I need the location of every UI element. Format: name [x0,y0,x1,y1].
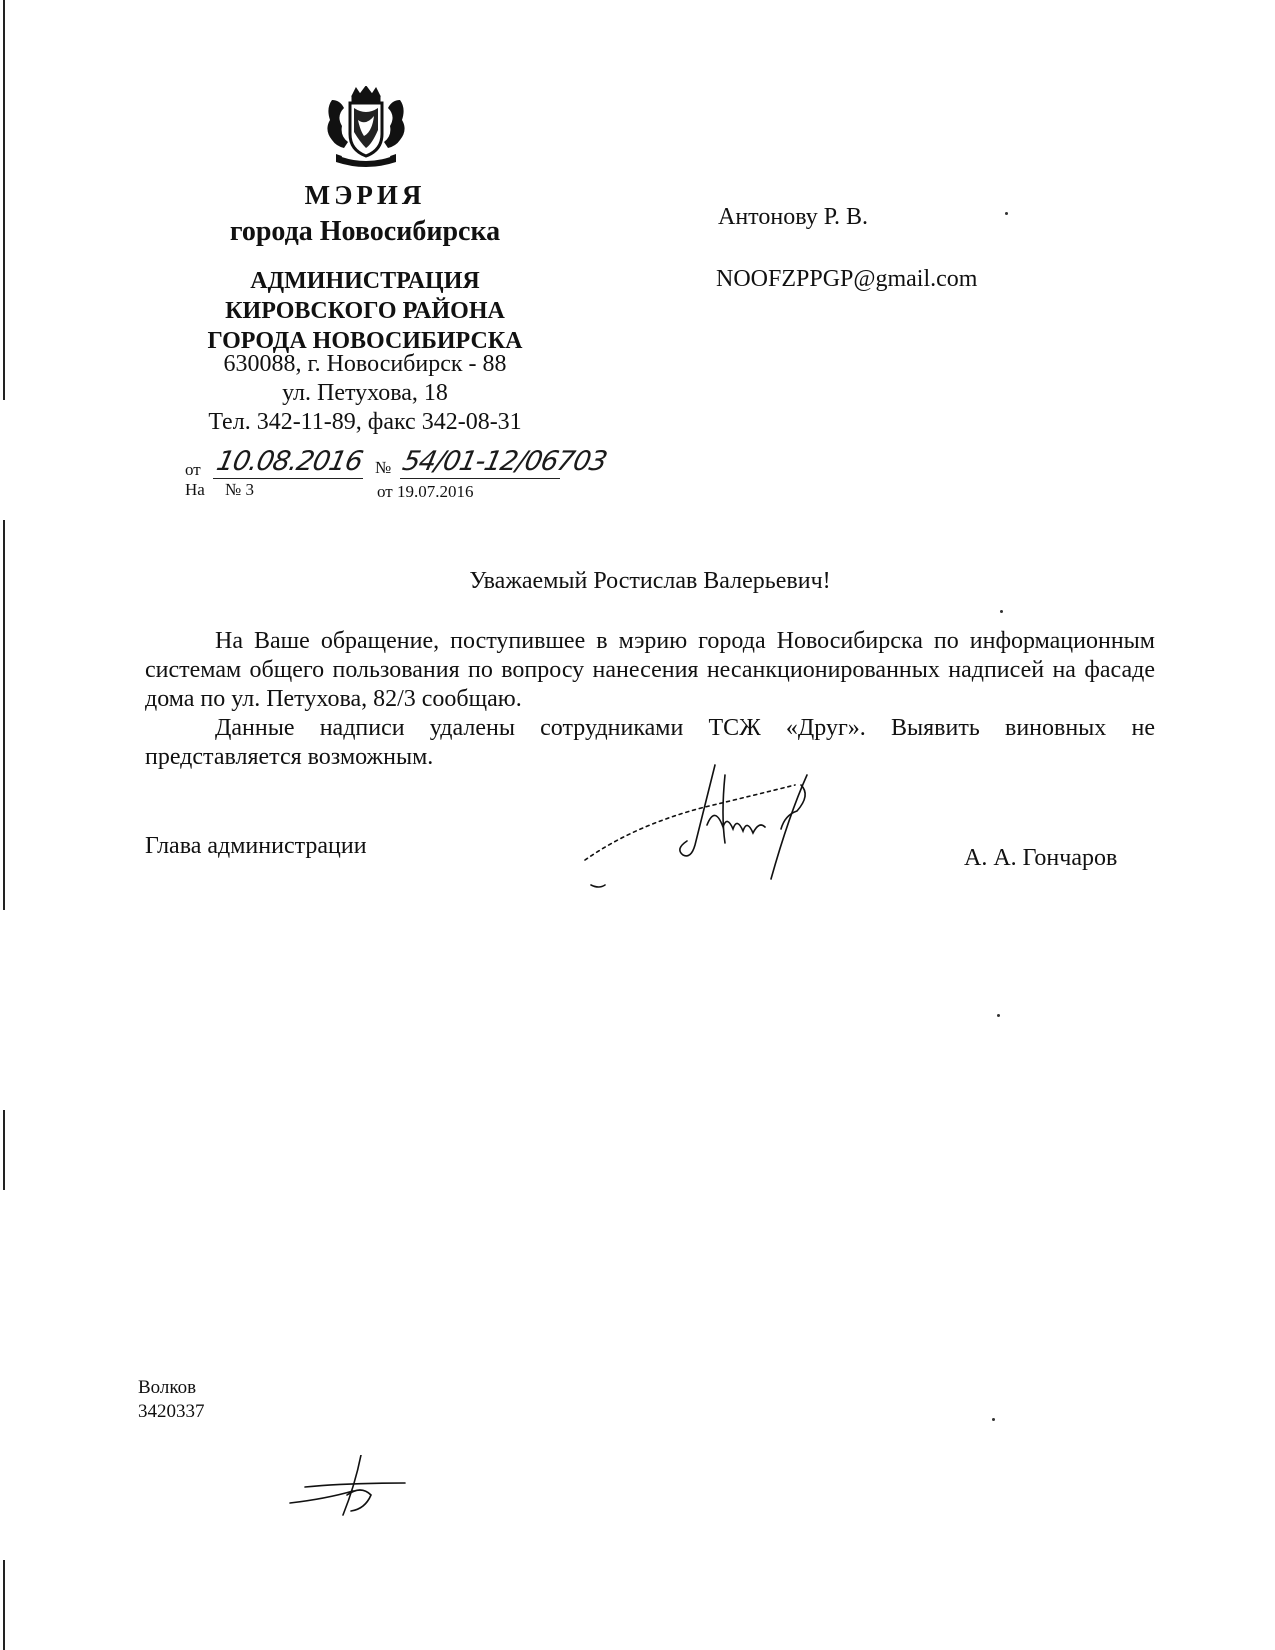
reply-number: № 3 [225,480,254,499]
date-label: от [185,460,201,479]
scan-speck [992,1418,995,1421]
number-underline [400,478,560,479]
reply-label: На [185,480,205,499]
scan-edge-line [3,0,5,400]
registration-number: 54/01-12/06703 [399,446,610,477]
addressee-name: Антонову Р. В. [718,204,869,230]
mayoralty-city: города Новосибирска [229,216,501,247]
handwritten-initials-icon [285,1455,410,1525]
executor-name: Волков [138,1377,197,1398]
mayoralty-title: МЭРИЯ [304,180,426,210]
scan-edge-line [3,1560,5,1650]
signatory-name: А. А. Гончаров [964,845,1118,871]
address-line: 630088, г. Новосибирск - 88 [223,351,507,377]
executor-phone: 3420337 [138,1401,205,1422]
body-paragraph: Данные надписи удалены сотрудниками ТСЖ «Друг». Выявить виновных не представляется возможным. [145,715,1155,770]
address-line: ул. Петухова, 18 [282,380,448,406]
handwritten-signature-icon [575,755,825,895]
date-underline [213,478,363,479]
novosibirsk-coat-of-arms-icon [322,86,410,168]
salutation: Уважаемый Ростислав Валерьевич! [469,568,831,594]
signatory-position: Глава администрации [145,833,367,859]
executor-block [138,1376,205,1424]
letterhead-address [150,350,580,437]
scan-edge-line [3,520,5,910]
letter-body [145,627,1155,772]
body-paragraph: На Ваше обращение, поступившее в мэрию города Новосибирска по информационным системам общего пользования по вопросу нанесения несанкционированных надписей на фасаде дома по ул. Петухова, 82/3 сообщаю. [145,628,1155,712]
registration-date: 10.08.2016 [213,446,365,477]
registration-block [185,446,645,506]
addressee-email: NOOFZPPGP@gmail.com [716,266,978,292]
scan-speck [997,1014,1000,1017]
reply-date: от 19.07.2016 [377,482,474,501]
scan-speck [1000,610,1003,613]
admin-line: ГОРОДА НОВОСИБИРСКА [207,328,523,354]
district-administration [150,266,580,356]
admin-line: КИРОВСКОГО РАЙОНА [225,298,505,324]
address-line: Тел. 342-11-89, факс 342-08-31 [208,409,522,435]
scan-speck [1005,212,1008,215]
number-label: № [375,458,392,477]
admin-line: АДМИНИСТРАЦИЯ [250,268,480,294]
scan-edge-line [3,1110,5,1190]
